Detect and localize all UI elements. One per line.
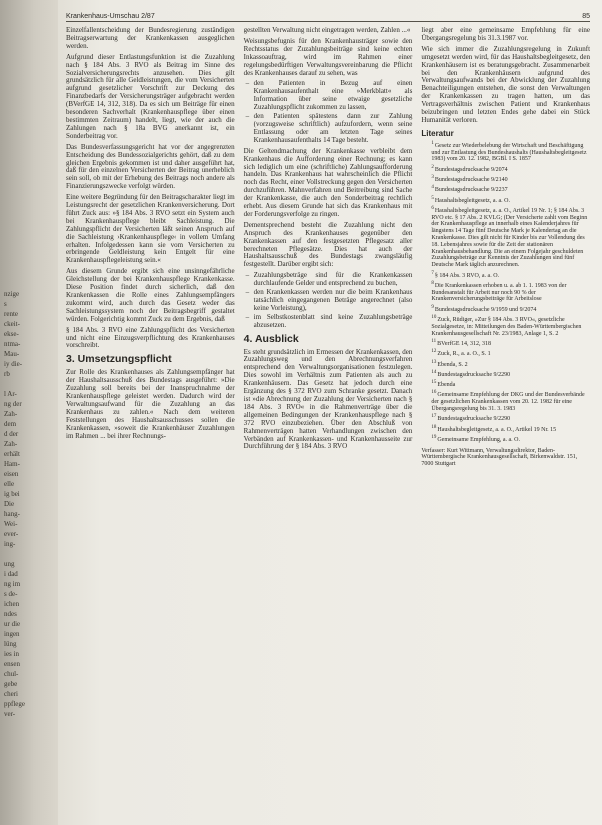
reference-text: Haushaltsbegleitgesetz, a. a. O. [434,197,510,204]
reference-number: 2 [431,164,434,170]
reference-number: 1 [431,140,434,146]
author-note: Verfasser: Kurt Wittmann, Verwaltungsdirektor, Baden-Württembergische Krankenhausgesellschaft, Birkenwaldstr. 151, 7000 Stuttgart [421,447,578,468]
text-columns [66,27,590,468]
gutter-text-line: nzige [4,290,20,298]
reference-number: 15 [431,380,437,386]
gutter-text-line: elle [4,480,15,488]
reference-number: 11 [431,338,437,344]
column-2 [244,27,413,468]
gutter-text-line: ntma- [4,340,21,348]
gutter-text-line: gebe [4,680,18,688]
paragraph: Aufgrund dieser Entlastungsfunktion ist die Zuzahlung nach § 184 Abs. 3 RVO als Beitrag im Sinne des Sozialversicherungsrechts anzusehen. Dies gilt grundsätzlich für alle Geldleistungen, die vom Versicherten aufgrund gesetzlicher Vorschrift zur Deckung des Finanzbedarfs der Versicherungsträger aufgebracht werden (BVerfGE 14, 312, 318). Da es sich um Beiträge für einen besonderen Sachverhalt (Krankenhauspflege über einen bestimmten Zeitraum) handelt, liegt, wie der auch die Zahlungen nach § 18a BVG anerkannt ist, ein Sonderbeitrag vor. [66,52,235,140]
reference-item [431,271,590,280]
reference-item [431,370,590,379]
reference-number: 9 [431,304,434,310]
reference-number: 19 [431,434,437,440]
journal-title: Krankenhaus-Umschau 2/87 [66,13,155,20]
gutter-text-line: d der [4,430,19,438]
paragraph: Das Bundesverfassungsgericht hat vor der angegrenzten Entscheidung des Bundessozialgerichts gehört, daß zu dem gleichen Ergebnis gekommen ist und daher ausgeführt hat, daß für den einzelnen Versicherten der Beitrag unerheblich sein soll, ob mit der Erhebung des Beitrags noch andere als Finanzierungszwecke verfolgt würden. [66,142,235,191]
paragraph: Weisungsbefugnis für den Krankenhausträger sowie den Rechtsstatus der Zuzahlungsbeiträge sind keine echten Inkassoauftrag, wird im Rahmen einer regelungsbedürftigen Verwaltungsvereinbarung die Pflicht des Krankenhauses darauf zu sehen, was [243,36,413,77]
reference-item [431,360,590,369]
reference-number: 7 [431,270,434,276]
reference-item [431,206,590,269]
paragraph: Dementsprechend besteht die Zuzahlung nicht den Anspruch des Krankenhauses gegenüber den Krankenkassen auf den festgesetzten Pflegesatz aller berechneten Pflegesätze. Dies hat auch der Haushaltsausschuß des Bundestags zwangsläufig festgestellt. Darüber ergibt sich: [243,220,413,269]
list-item: – Zuzahlungsbeträge sind für die Krankenkassen durchlaufende Gelder und entsprechend zu buchen, [254,272,413,288]
reference-text: Zuck, Rüdiger, »Zur § 184 Abs. 3 RVO«, gesetzliche Sozialgesetze, in: Mitteilungen des Baden-Württembergischen Krankenhausgesellschaft Nr. 23/1983, Anlage 1, S. 2 [431,317,582,337]
reference-number: 3 [431,174,434,180]
gutter-text-line: erhält [4,450,20,458]
reference-item [431,141,590,163]
reference-item [431,414,590,423]
reference-text: § 184 Abs. 3 RVO, a. a. O. [434,272,500,279]
reference-text: Bundestagsdrucksache 9/2140 [434,176,508,183]
gutter-text-line: ensen [4,660,20,668]
reference-item [431,315,590,337]
reference-text: Gemeinsame Empfehlung, a. a. O. [437,436,520,443]
gutter-text-line: ichen [4,600,20,608]
bullet-list [244,80,413,144]
reference-item [431,339,590,348]
list-item: – den Patienten in Bezug auf einen Krankenhausaufenthalt eine »Merkblatt« als Information über seine etwaige gesetzliche Zuzahlungspflicht zukommen zu lassen, [254,80,413,112]
reference-number: 13 [431,359,437,365]
page-header [66,8,590,22]
reference-number: 18 [431,424,437,430]
paragraph: Aus diesem Grunde ergibt sich eine unsinngefährliche Gleichstellung der bei Krankenhauspflege Krankenkasse. Diese Position findet durch sicherlich, daß den Krankenkassen die Rolle eines Zahlungsempfängers zukommt wird, auch durch das Gesetz weder das Sachleistungssystem noch der Beitragsbegriff gestaltet würden. Folgerichtig kommt Zuck zu dem Ergebnis, daß [66,267,235,323]
gutter-text-line: ies in [4,650,19,658]
reference-item [431,281,590,303]
gutter-text-line: ckeit- [4,320,20,328]
gutter-text-line: ever- [4,530,19,538]
reference-item [431,196,590,205]
gutter-text-line: iy die- [4,360,23,368]
page-number: 85 [582,13,590,20]
gutter-text-line: ver- [4,710,16,718]
paragraph: Einzelfallentscheidung der Bundesregierung zuständigen Beitragserwartung der Krankenkassen ausgeglichen werden. [66,26,235,50]
reference-item [431,380,590,389]
gutter-text-line: Mau- [4,350,20,358]
reference-number: 10 [431,315,437,321]
reference-list [421,141,590,444]
reference-item [431,175,590,184]
reference-number: 4 [431,185,434,191]
gutter-text-line: ur die [4,620,21,628]
journal-page [58,0,602,825]
column-3 [421,27,590,468]
paragraph: Es steht grundsätzlich im Ermessen der Krankenkassen, den Zuzahlungsweg und den Abrechnungsverfahren entsprechend den Verwaltungsorganisationen festzulegen. Dies sowohl im Verhältnis zum Patienten als auch zu Krankenhäusern. Das Gesetz hat jedoch durch eine Ergänzung des § 372 RVO zum Schranke gesetzt. Danach ist »die Abrechnung der Zuzahlung der Versicherten nach § 184 Abs. 3 RVO« in die Rahmenverträge über die allgemeinen Bedingungen der Krankenhauspflege nach § 372 RVO einzubeziehen. Über den Abschluß von Rahmenverträgen hatten Verhandlungen zwischen den Verbänden auf Krankenkassen- und Krankenhausseite zur Durchführung der § 184 Abs. 3 RVO [243,347,413,451]
reference-item [431,305,590,314]
gutter-text-line: eisen [4,470,19,478]
section-heading: 4. Ausblick [243,332,299,345]
reference-text: Haushaltsbegleitgesetz, a. a. O., Artikel 19 Nr. 1; § 184 Abs. 3 RVO etc. § 17 Abs. 2 KVLG; (Der Versicherte zahlt vom Beginn der Krankenhauspflege an innerhalb eines Kalenderjahres für längstens 14 Tage fünf Deutsche Mark je Kalendertag an die Krankenkasse. Dies gilt nicht für Kinder bis zur Vollendung des 18. Lebensjahres sowie für die Zeit der stationären Krankenhausbehandlung. Die an einem Folgejahr geschuldeten Zuzahlungsbeträge zur Kenntnis der Zuzahlungen sind fünf Deutsche Mark täglich anzurechnen. [431,207,588,269]
gutter-text-line: ung [4,560,15,568]
paragraph: Wie sich immer die Zuzahlungsregelung in Zukunft umgesetzt werden wird, für das Haushaltsbegleitgesetz, den Krankenhäusern ist es beratungsgebracht. Zusammenarbeit bei den Krankenhäusern aufgrund des Verwaltungsaufwands bei der Abwicklung der Zuzahlung Benachteiligungen entstehen, die sonst den Verwaltungen der Krankenkassen zu tragen hatten, um das Vertragsverhältnis zwischen Patient und Krankenhaus beizubringen und letzten Endes gehe dabei ein Stück Humanität verloren. [421,44,591,124]
reference-number: 6 [431,205,434,211]
reference-number: 8 [431,280,434,286]
paragraph: § 184 Abs. 3 RVO eine Zahlungspflicht des Versicherten und nicht eine Einzugsverpflichtung des Krankenhauses vorschreibt. [66,325,235,350]
gutter-text-line: ndes [4,610,17,618]
paragraph: Zur Rolle des Krankenhauses als Zahlungsempfänger hat der Haushaltsausschuß des Bundestags ausgeführt: »Die Zuzahlung soll bereits bei der Inanspruchnahme der Krankenhauspflege geleistet werden. Dadurch wird der Verwaltungsaufwand für die Zuzahlung an das Krankenhaus zu zahlen.« Nach dem weiteren Feststellungen des Haushaltsausschusses sollen die Krankenkassen, »soweit die Krankenhäuser Zuzahlungen im Rahmen ... bei ihrer Rechnungs- [66,368,235,440]
literature-heading: Literatur [421,128,454,138]
reference-number: 14 [431,369,437,375]
gutter-text-line: Die [4,500,15,508]
reference-text: Ebenda, S. 2 [437,361,468,368]
reference-item [431,425,590,434]
paragraph: Eine weitere Begründung für den Beitragscharakter liegt im Leistungsrecht der gesetzlichen Krankenversicherung. Dort führt Zuck aus: »§ 184 Abs. 3 RVO setzt ein System auch bei Krankenhauspflege bleibt Sachleistung. Die Zahlungspflicht der Versicherten läßt seinen Anspruch auf die Sachleistung ›Krankenhauspflege‹ in vollem Umfang erhalten. Infolgedessen kann sie vom Versicherten zu erbringende Geldleistung kein Entgelt für eine Krankenhauspflegeleistung sein.« [66,193,235,265]
gutter-text-line: ing- [4,540,16,548]
reference-item [431,390,590,412]
reference-text: Haushaltsbegleitgesetz, a. a. O., Artikel 19 Nr. 15 [437,426,557,433]
gutter-text-line: lüng [4,640,17,648]
reference-text: BVerfGE 14, 312, 318 [437,340,491,347]
paragraph: Die Geltendmachung der Krankenkasse verbleibt dem Krankenhaus die Aufforderung einer Rechnung; es kann sich lediglich um eine (schriftliche) Zahlungsaufforderung handeln. Das Krankenhaus hat wahrscheinlich die Pflicht noch das Recht, einer Vollstreckung gegen den Versicherten durchzuführen. Mahnverfahren und Beitreibung sind Sache der Krankenkasse, die auch den Sonderbeitrag rechtlich erhebt. Aus diesem Grunde hat sich das Krankenhaus mit der Forderungsverfolge zu ringen. [243,146,413,218]
reference-text: Bundestagsdrucksache 9/2074 [434,166,508,173]
list-item: – im Selbstkostenblatt sind keine Zuzahlungsbeträge abzusetzen. [254,314,413,330]
column-1 [66,27,235,468]
gutter-text-line: ekse- [4,330,19,338]
reference-item [431,349,590,358]
paragraph: liegt aber eine gemeinsame Empfehlung für eine Übergangsregelung bis 31.3.1987 vor. [421,26,591,42]
reference-text: Die Krankenkassen erhoben u. a. ab 1. 1. 1983 von der Bundesanstalt für Arbeit nur noch 90 % der Krankenversicherungsbeiträge für Arbeitslose [431,282,567,303]
reference-text: Bundestagsdrucksache 9/2290 [437,371,511,378]
reference-text: Ebenda [437,382,456,389]
gutter-text-line: ng im [4,580,21,588]
reference-text: Zuck, R., a. a. O., S. 1 [437,351,491,358]
reference-number: 12 [431,349,437,355]
section-heading: 3. Umsetzungspflicht [66,353,172,366]
reference-item [431,435,590,444]
reference-item [431,165,590,174]
reference-number: 16 [431,390,437,396]
list-item: – den Patienten spätestens dann zur Zahlung (vorzugsweise schriftlich) aufzufordern, wenn seine Entlassung oder am letzten Tage seines Krankenhausaufenthalts 14 Tage besteht. [254,113,413,145]
gutter-text-line: ingen [4,630,20,638]
gutter-text-line: rente [4,310,18,318]
gutter-text-line: Zah- [4,410,18,418]
gutter-text-line: s [4,300,7,308]
gutter-text-line: ng der [4,400,22,408]
reference-text: Bundestagsdrucksache 9/1959 und 9/2074 [434,306,537,313]
gutter-text-line: Wei- [4,520,18,528]
gutter-text-line: Zah- [4,440,18,448]
gutter-text-line: hang- [4,510,20,518]
reference-text: Gesetz zur Wiederbelebung der Wirtschaft und Beschäftigung und zur Entlastung des Bundeshaushalts (Haushaltsbegleitgesetz 1983) vom 20. 12. 1982, BGBl. I S. 1857 [431,142,587,163]
list-item: – den Krankenkassen werden nur die beim Krankenhaus tatsächlich eingegangenen Beträge angerechnet (also keine Vorleistung), [254,289,413,313]
gutter-text-line: ppflege [4,700,25,708]
gutter-text-line: rb [4,370,10,378]
reference-number: 5 [431,195,434,201]
gutter-text-line: i dad [4,570,18,578]
reference-text: Gemeinsame Empfehlung der DKG und der Bundesverbände der gesetzlichen Krankenkassen vom 20. 12. 1982 für eine Übergangsregelung bis 31. 3. 1983 [431,392,585,412]
gutter-text-line: s de- [4,590,18,598]
reference-text: Bundestagsdrucksache 9/2237 [434,187,508,194]
gutter-text-line: chul- [4,670,19,678]
gutter-text-line: l Ar- [4,390,17,398]
gutter-text-line: cheri [4,690,18,698]
reference-text: Bundestagsdrucksache 9/2290 [437,416,511,423]
paragraph: gestellten Verwaltung nicht eingetragen werden, Zahlen ...« [243,26,411,34]
left-page-gutter [0,0,58,825]
gutter-text-line: dem [4,420,17,428]
gutter-text-line: ig bei [4,490,20,498]
bullet-list [244,272,413,329]
reference-item [431,185,590,194]
gutter-text-line: Ham- [4,460,20,468]
reference-number: 17 [431,414,437,420]
